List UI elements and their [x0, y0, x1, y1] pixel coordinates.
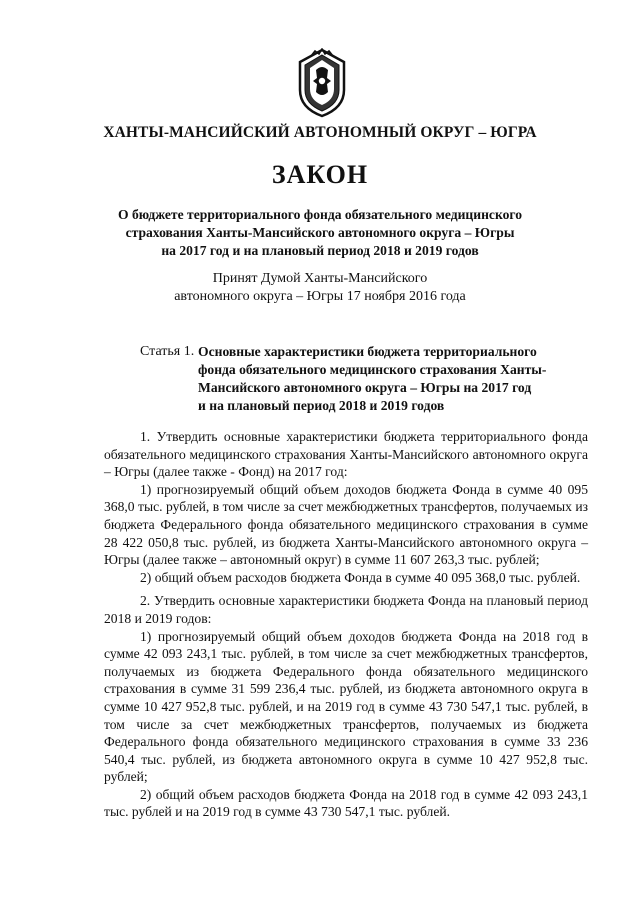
- article-title-line: фонда обязательного медицинского страхования Ханты-: [198, 362, 547, 377]
- paragraph: 2. Утвердить основные характеристики бюджета Фонда на плановый период 2018 и 2019 годов:: [104, 593, 588, 626]
- adoption-line: автономного округа – Югры 17 ноября 2016 года: [174, 289, 466, 304]
- article-body: [104, 428, 588, 821]
- paragraph: 1) прогнозируемый общий объем доходов бюджета Фонда в сумме 40 095 368,0 тыс. рублей, в том числе за счет межбюджетных трансфертов, получаемых из бюджета Федерального фонда обязательного медицинского страхования в сумме 28 422 050,8 тыс. рублей, из бюджета Ханты-Мансийского автономного округа – Югры (далее также – автономный округ) в сумме 11 607 263,3 тыс. рублей;: [104, 481, 588, 568]
- paragraph: 1. Утвердить основные характеристики бюджета территориального фонда обязательного медицинского страхования Ханты-Мансийского автономного округа – Югры (далее также - Фонд) на 2017 год:: [104, 429, 588, 480]
- article-title-line: Основные характеристики бюджета территориального: [198, 344, 537, 359]
- coat-of-arms-icon: [296, 48, 348, 118]
- document-type: ЗАКОН: [271, 160, 369, 189]
- article-title: [198, 343, 580, 415]
- subtitle-line: страхования Ханты-Мансийского автономного округа – Югры: [125, 225, 515, 240]
- paragraph: 1) прогнозируемый общий объем доходов бюджета Фонда на 2018 год в сумме 42 093 243,1 тыс. рублей, в том числе за счет межбюджетных трансфертов, получаемых из бюджета Федерального фонда обязательного медицинского страхования в сумме 31 599 236,4 тыс. рублей, из бюджета автономного округа в сумме 10 427 952,8 тыс. рублей, и на 2019 год в сумме 43 730 547,1 тыс. рублей, в том числе за счет межбюджетных трансфертов, получаемых из бюджета Федерального фонда обязательного медицинского страхования в сумме 33 236 540,4 тыс. рублей, из бюджета автономного округа в сумме 10 427 952,8 тыс. рублей;: [104, 628, 588, 785]
- paragraph: 2) общий объем расходов бюджета Фонда в сумме 40 095 368,0 тыс. рублей.: [140, 569, 581, 585]
- subtitle-line: О бюджете территориального фонда обязательного медицинского: [117, 207, 523, 222]
- article-heading: [140, 343, 580, 415]
- subtitle-line: на 2017 год и на плановый период 2018 и 2019 годов: [161, 243, 479, 258]
- article-title-line: Мансийского автономного округа – Югры на 2017 год: [198, 380, 532, 395]
- adoption-note: [80, 270, 560, 306]
- article-label: Статья 1.: [140, 344, 195, 359]
- paragraph: 2) общий объем расходов бюджета Фонда на 2018 год в сумме 42 093 243,1 тыс. рублей и на 2019 год в сумме 43 730 547,1 тыс. рублей.: [104, 786, 588, 820]
- adoption-line: Принят Думой Ханты-Мансийского: [212, 271, 428, 286]
- law-subtitle: [80, 206, 560, 260]
- region-name: ХАНТЫ-МАНСИЙСКИЙ АВТОНОМНЫЙ ОКРУГ – ЮГРА: [103, 124, 537, 141]
- article-title-line: и на плановый период 2018 и 2019 годов: [198, 398, 445, 413]
